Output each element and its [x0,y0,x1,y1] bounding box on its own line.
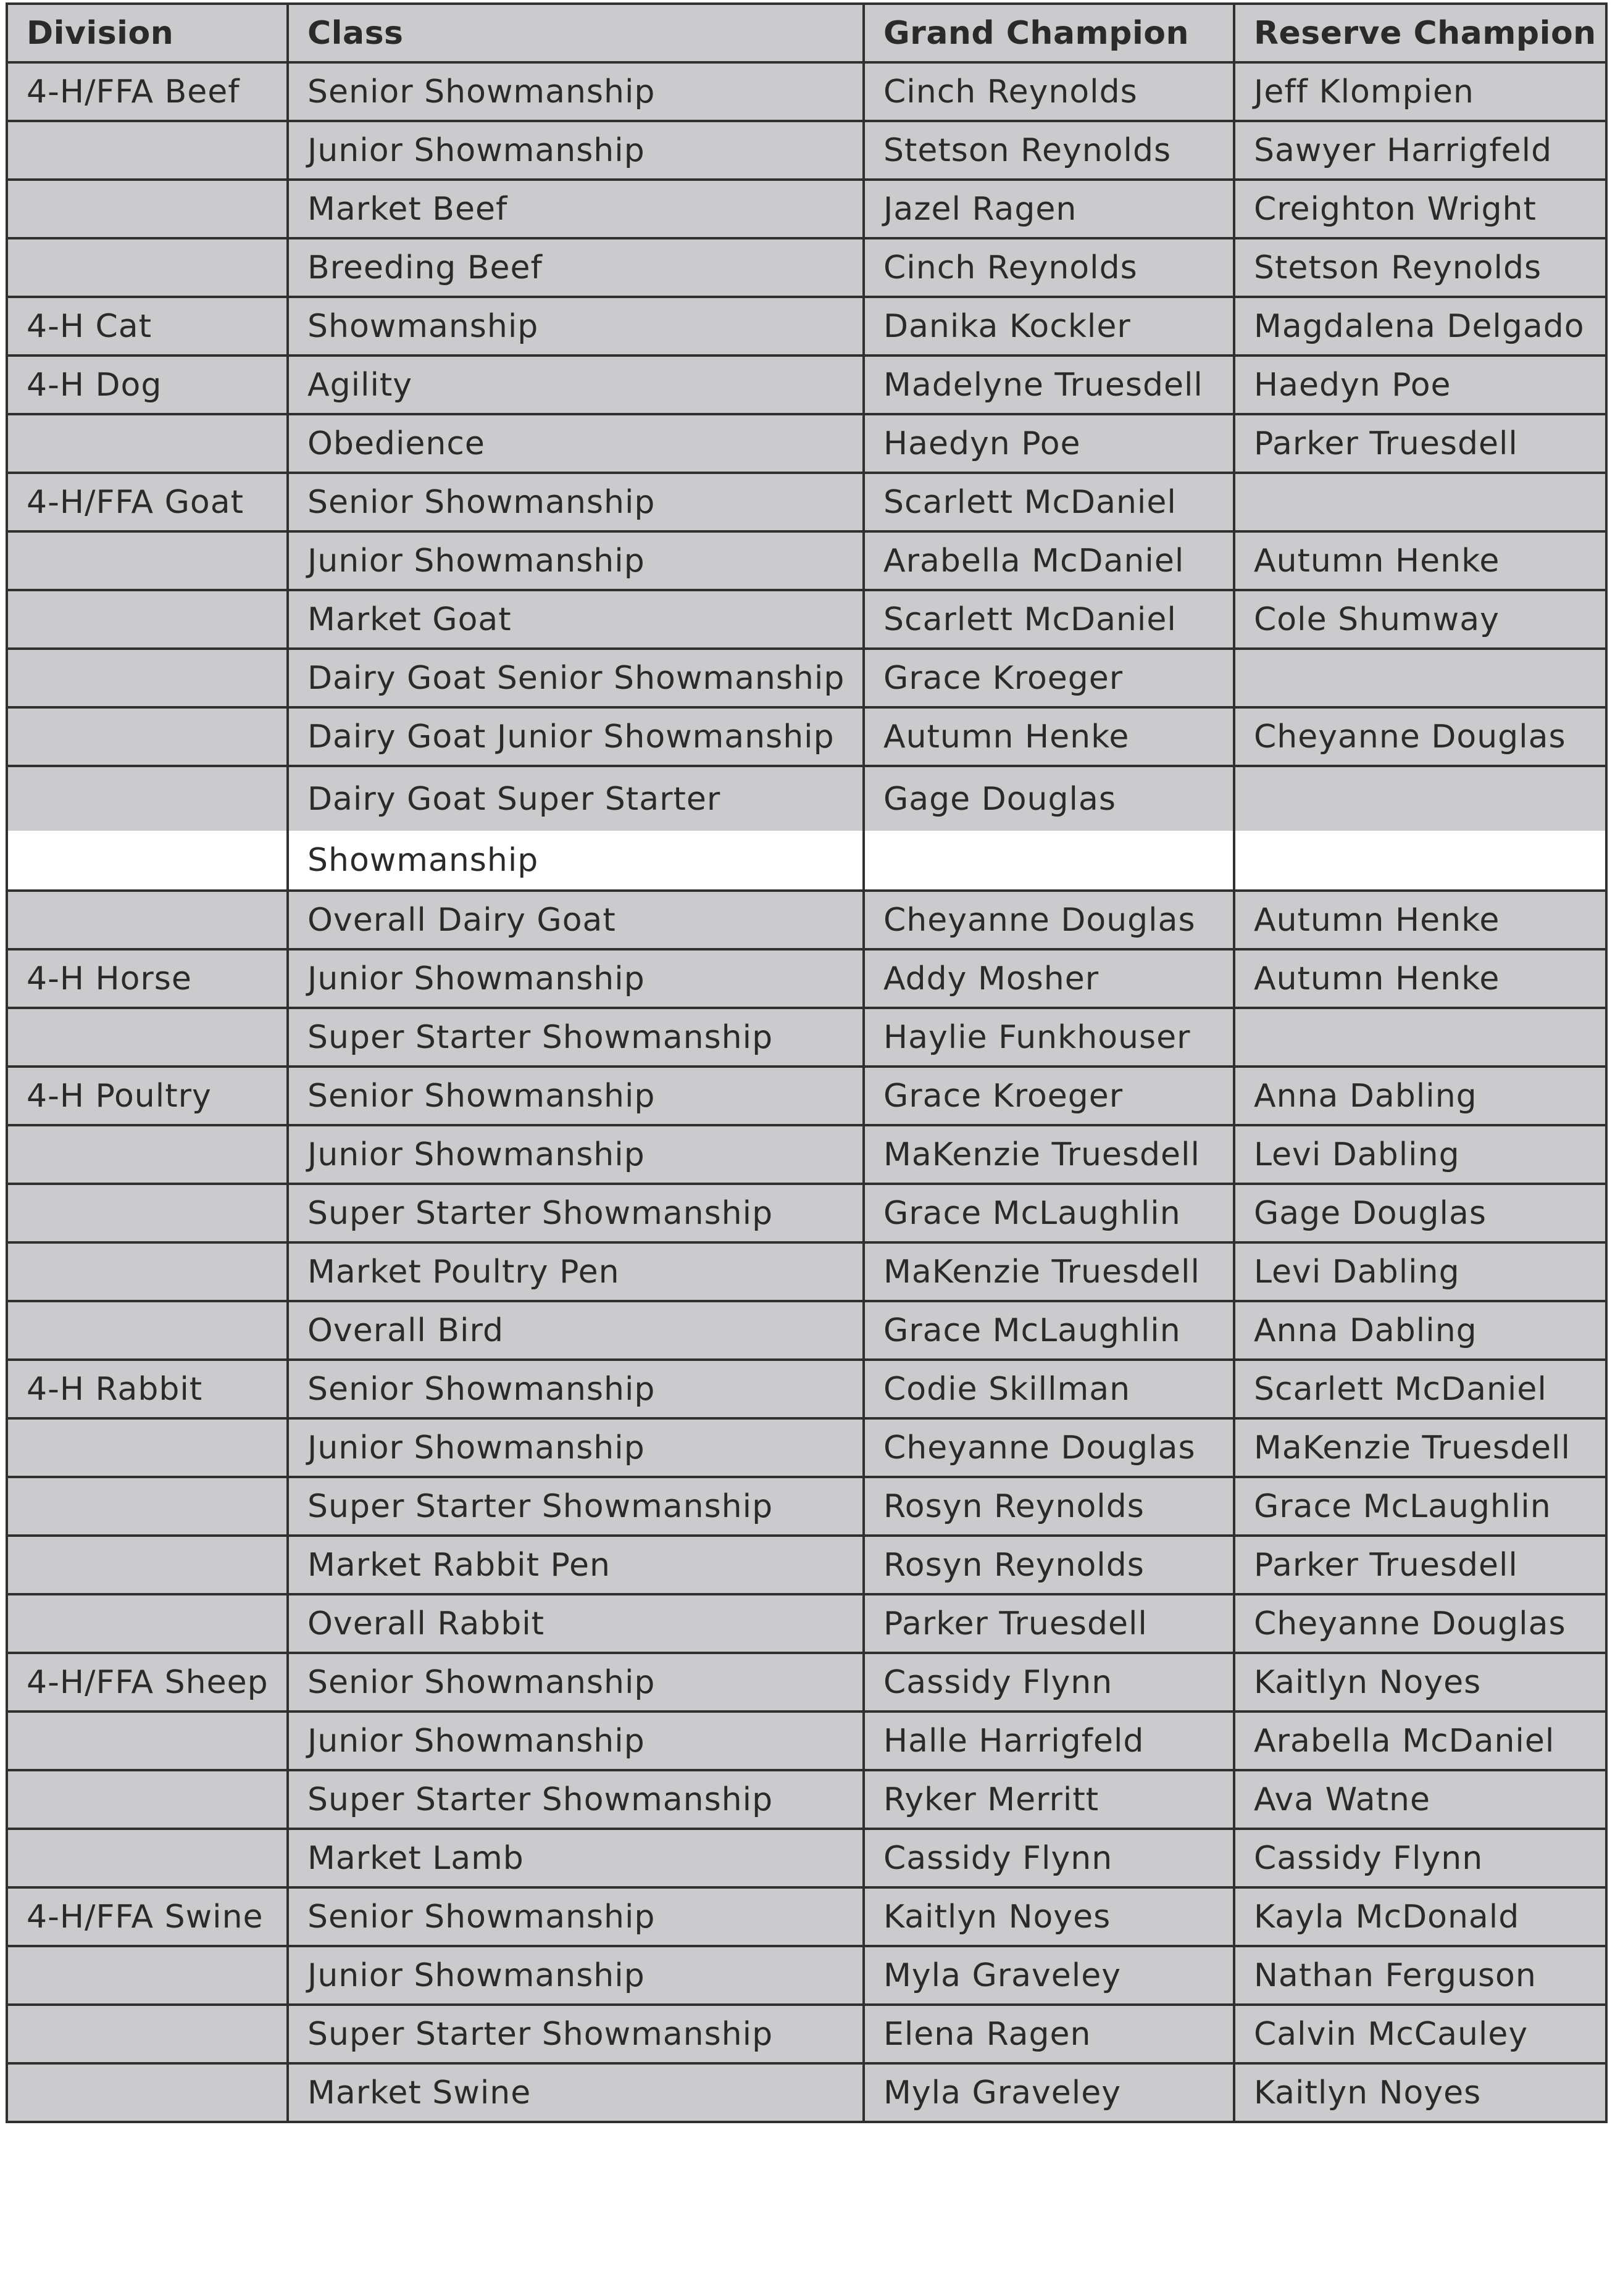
table-row [7,1301,1606,1360]
header-reserve-champion: Reserve Champion [1234,4,1606,62]
reserve-champion-cell [1234,473,1606,531]
grand-champion-cell: Scarlett McDaniel [864,473,1234,531]
reserve-champion-cell: Scarlett McDaniel [1234,1360,1606,1418]
reserve-champion-cell: Cheyanne Douglas [1234,707,1606,766]
class-cell: Junior Showmanship [288,1125,864,1184]
reserve-champion-cell: Kayla McDonald [1234,1887,1606,1946]
class-cell: Dairy Goat Junior Showmanship [288,707,864,766]
class-cell: Market Beef [288,180,864,238]
grand-champion-cell: Codie Skillman [864,1360,1234,1418]
grand-champion-cell: MaKenzie Truesdell [864,1125,1234,1184]
grand-champion-cell: Danika Kockler [864,297,1234,356]
division-cell [7,1536,288,1594]
division-cell [7,766,288,891]
reserve-champion-cell: Cole Shumway [1234,590,1606,649]
grand-champion-cell-line2 [865,831,1233,889]
division-cell [7,1184,288,1242]
table-row [7,766,1606,891]
table-row [7,1536,1606,1594]
division-cell [7,414,288,473]
table-row [7,414,1606,473]
division-cell [7,1712,288,1770]
class-cell: Showmanship [288,297,864,356]
reserve-champion-cell [1234,1008,1606,1067]
class-cell: Overall Bird [288,1301,864,1360]
class-cell: Agility [288,356,864,414]
grand-champion-cell: Parker Truesdell [864,1594,1234,1653]
division-cell: 4-H Poultry [7,1067,288,1125]
reserve-champion-cell: Stetson Reynolds [1234,238,1606,297]
division-cell [7,707,288,766]
class-cell: Market Poultry Pen [288,1242,864,1301]
class-cell: Breeding Beef [288,238,864,297]
grand-champion-cell: Grace Kroeger [864,649,1234,707]
reserve-champion-cell: Grace McLaughlin [1234,1477,1606,1536]
table-row [7,1829,1606,1887]
class-cell: Junior Showmanship [288,1712,864,1770]
division-cell: 4-H/FFA Sheep [7,1653,288,1712]
class-cell [288,766,864,891]
division-cell [7,2005,288,2063]
table-row [7,949,1606,1008]
class-cell: Super Starter Showmanship [288,1008,864,1067]
table-row [7,2005,1606,2063]
division-cell [7,2063,288,2122]
grand-champion-cell: Cinch Reynolds [864,62,1234,121]
grand-champion-cell: Rosyn Reynolds [864,1536,1234,1594]
reserve-champion-cell: Anna Dabling [1234,1067,1606,1125]
table-row [7,1477,1606,1536]
reserve-champion-cell: Calvin McCauley [1234,2005,1606,2063]
class-cell: Super Starter Showmanship [288,2005,864,2063]
reserve-champion-cell: Levi Dabling [1234,1242,1606,1301]
table-row [7,1653,1606,1712]
class-cell: Senior Showmanship [288,1067,864,1125]
division-cell: 4-H Dog [7,356,288,414]
class-cell: Senior Showmanship [288,62,864,121]
table-header [7,4,1606,62]
reserve-champion-cell: Parker Truesdell [1234,1536,1606,1594]
reserve-champion-cell: Autumn Henke [1234,949,1606,1008]
grand-champion-cell: Halle Harrigfeld [864,1712,1234,1770]
division-cell [7,1418,288,1477]
champions-table [6,2,1608,2123]
grand-champion-cell: Scarlett McDaniel [864,590,1234,649]
class-cell: Overall Rabbit [288,1594,864,1653]
grand-champion-cell: Stetson Reynolds [864,121,1234,180]
division-cell [7,1477,288,1536]
table-row [7,1594,1606,1653]
division-cell [7,1594,288,1653]
division-cell [7,1301,288,1360]
table-row [7,1067,1606,1125]
grand-champion-cell: Haedyn Poe [864,414,1234,473]
reserve-champion-cell-line1 [1235,767,1605,831]
grand-champion-cell: Cinch Reynolds [864,238,1234,297]
table-row [7,238,1606,297]
header-division: Division [7,4,288,62]
grand-champion-cell: Ryker Merritt [864,1770,1234,1829]
table-row [7,1008,1606,1067]
table-row [7,891,1606,949]
table-row [7,1360,1606,1418]
class-cell: Super Starter Showmanship [288,1184,864,1242]
division-cell: 4-H/FFA Swine [7,1887,288,1946]
reserve-champion-cell: Haedyn Poe [1234,356,1606,414]
reserve-champion-cell: Autumn Henke [1234,891,1606,949]
class-cell: Market Lamb [288,1829,864,1887]
division-cell [7,1770,288,1829]
division-cell [7,1829,288,1887]
table-row [7,1184,1606,1242]
table-row [7,297,1606,356]
division-cell [7,1946,288,2005]
division-cell-line1 [8,767,286,831]
table-row [7,121,1606,180]
reserve-champion-cell [1234,649,1606,707]
table-row [7,473,1606,531]
table-row [7,1242,1606,1301]
reserve-champion-cell: Jeff Klompien [1234,62,1606,121]
division-cell [7,891,288,949]
table-row [7,649,1606,707]
reserve-champion-cell: Gage Douglas [1234,1184,1606,1242]
reserve-champion-cell: Parker Truesdell [1234,414,1606,473]
reserve-champion-cell: Levi Dabling [1234,1125,1606,1184]
class-cell-line1: Dairy Goat Super Starter [289,767,862,831]
class-cell: Super Starter Showmanship [288,1477,864,1536]
division-cell [7,1242,288,1301]
grand-champion-cell: Grace Kroeger [864,1067,1234,1125]
grand-champion-cell: Jazel Ragen [864,180,1234,238]
reserve-champion-cell: MaKenzie Truesdell [1234,1418,1606,1477]
grand-champion-cell: Cheyanne Douglas [864,1418,1234,1477]
grand-champion-cell: Haylie Funkhouser [864,1008,1234,1067]
grand-champion-cell: Addy Mosher [864,949,1234,1008]
grand-champion-cell: Grace McLaughlin [864,1301,1234,1360]
division-cell [7,121,288,180]
class-cell: Junior Showmanship [288,1418,864,1477]
header-grand-champion: Grand Champion [864,4,1234,62]
division-cell-line2 [8,831,286,889]
grand-champion-cell: Myla Graveley [864,1946,1234,2005]
class-cell: Junior Showmanship [288,121,864,180]
class-cell: Market Rabbit Pen [288,1536,864,1594]
division-cell [7,238,288,297]
reserve-champion-cell: Sawyer Harrigfeld [1234,121,1606,180]
grand-champion-cell: Kaitlyn Noyes [864,1887,1234,1946]
reserve-champion-cell: Kaitlyn Noyes [1234,1653,1606,1712]
grand-champion-cell: Grace McLaughlin [864,1184,1234,1242]
grand-champion-cell: MaKenzie Truesdell [864,1242,1234,1301]
table-row [7,62,1606,121]
table-row [7,356,1606,414]
reserve-champion-cell: Arabella McDaniel [1234,1712,1606,1770]
class-cell: Senior Showmanship [288,1360,864,1418]
division-cell: 4-H Cat [7,297,288,356]
grand-champion-cell: Cheyanne Douglas [864,891,1234,949]
header-class: Class [288,4,864,62]
table-row [7,1946,1606,2005]
grand-champion-cell: Elena Ragen [864,2005,1234,2063]
reserve-champion-cell [1234,766,1606,891]
grand-champion-cell: Madelyne Truesdell [864,356,1234,414]
class-cell: Super Starter Showmanship [288,1770,864,1829]
class-cell: Overall Dairy Goat [288,891,864,949]
reserve-champion-cell: Cassidy Flynn [1234,1829,1606,1887]
class-cell: Obedience [288,414,864,473]
reserve-champion-cell-line2 [1235,831,1605,889]
class-cell: Senior Showmanship [288,1887,864,1946]
division-cell: 4-H Rabbit [7,1360,288,1418]
division-cell [7,1008,288,1067]
table-body [7,62,1606,2122]
table-row [7,1712,1606,1770]
table-row [7,180,1606,238]
header-row [7,4,1606,62]
table-row [7,531,1606,590]
grand-champion-cell: Rosyn Reynolds [864,1477,1234,1536]
grand-champion-cell [864,766,1234,891]
class-cell: Market Goat [288,590,864,649]
grand-champion-cell: Arabella McDaniel [864,531,1234,590]
class-cell: Dairy Goat Senior Showmanship [288,649,864,707]
table-row [7,2063,1606,2122]
class-cell: Senior Showmanship [288,1653,864,1712]
division-cell [7,531,288,590]
table-row [7,1770,1606,1829]
grand-champion-cell: Cassidy Flynn [864,1829,1234,1887]
division-cell [7,180,288,238]
grand-champion-cell: Myla Graveley [864,2063,1234,2122]
class-cell: Junior Showmanship [288,531,864,590]
reserve-champion-cell: Nathan Ferguson [1234,1946,1606,2005]
reserve-champion-cell: Autumn Henke [1234,531,1606,590]
class-cell-line2: Showmanship [289,831,862,889]
class-cell: Market Swine [288,2063,864,2122]
table-row [7,1125,1606,1184]
table-row [7,1418,1606,1477]
division-cell [7,1125,288,1184]
table-row [7,707,1606,766]
reserve-champion-cell: Anna Dabling [1234,1301,1606,1360]
class-cell: Junior Showmanship [288,949,864,1008]
reserve-champion-cell: Ava Watne [1234,1770,1606,1829]
reserve-champion-cell: Magdalena Delgado [1234,297,1606,356]
table-row [7,1887,1606,1946]
division-cell: 4-H Horse [7,949,288,1008]
table-row [7,590,1606,649]
division-cell: 4-H/FFA Beef [7,62,288,121]
reserve-champion-cell: Kaitlyn Noyes [1234,2063,1606,2122]
class-cell: Junior Showmanship [288,1946,864,2005]
division-cell: 4-H/FFA Goat [7,473,288,531]
grand-champion-cell-line1: Gage Douglas [865,767,1233,831]
reserve-champion-cell: Creighton Wright [1234,180,1606,238]
division-cell [7,649,288,707]
division-cell [7,590,288,649]
grand-champion-cell: Autumn Henke [864,707,1234,766]
class-cell: Senior Showmanship [288,473,864,531]
grand-champion-cell: Cassidy Flynn [864,1653,1234,1712]
reserve-champion-cell: Cheyanne Douglas [1234,1594,1606,1653]
